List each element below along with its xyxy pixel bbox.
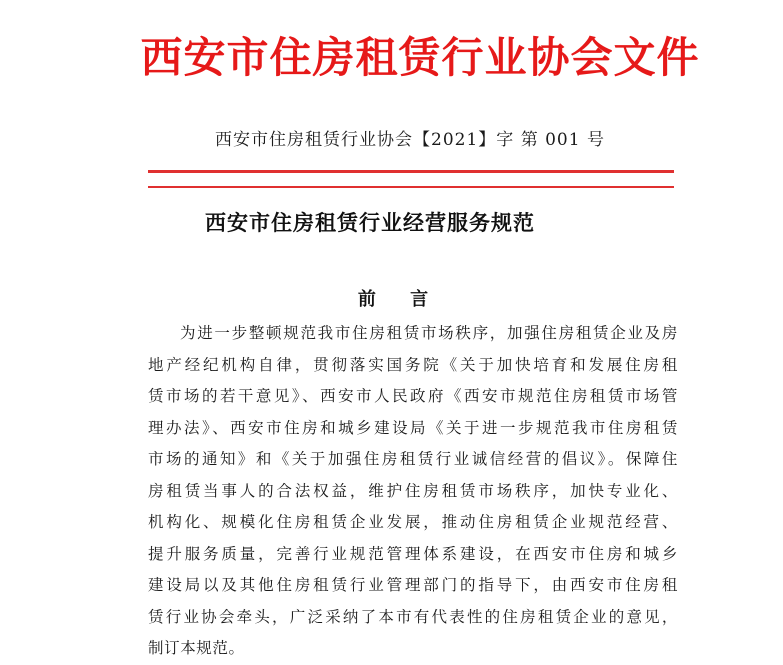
section-heading-preface: 前 言 [357, 289, 443, 310]
red-divider-thin [148, 186, 674, 188]
document-title: 西安市住房租赁行业经营服务规范 [205, 211, 535, 235]
body-line: 赁市场的若干意见》、西安市人民政府《西安市规范住房租赁市场管 [148, 387, 678, 405]
body-line: 理办法》、西安市住房和城乡建设局《关于进一步规范我市住房租赁 [148, 418, 678, 437]
body-line: 建设局以及其他住房租赁行业管理部门的指导下，由西安市住房租 [148, 576, 678, 594]
body-line: 制订本规范。 [148, 639, 245, 657]
body-line: 赁行业协会牵头，广泛采纳了本市有代表性的住房租赁企业的意见， [148, 607, 678, 626]
red-divider-thick [148, 170, 674, 173]
body-line: 房租赁当事人的合法权益，维护住房租赁市场秩序，加快专业化、 [148, 481, 678, 500]
document-number: 西安市住房租赁行业协会【2021】字 第 001 号 [215, 130, 605, 150]
preface-body [148, 318, 678, 665]
body-line: 机构化、规模化住房租赁企业发展，推动住房租赁企业规范经营、 [148, 513, 678, 531]
body-line: 市场的通知》和《关于加强住房租赁行业诚信经营的倡议》。保障住 [148, 450, 678, 468]
body-line: 提升服务质量，完善行业规范管理体系建设，在西安市住房和城乡 [148, 544, 678, 563]
body-line: 为进一步整顿规范我市住房租赁市场秩序，加强住房租赁企业及房 [180, 324, 678, 342]
body-line: 地产经纪机构自律，贯彻落实国务院《关于加快培育和发展住房租 [148, 355, 678, 374]
org-file-header: 西安市住房租赁行业协会文件 [140, 33, 700, 82]
